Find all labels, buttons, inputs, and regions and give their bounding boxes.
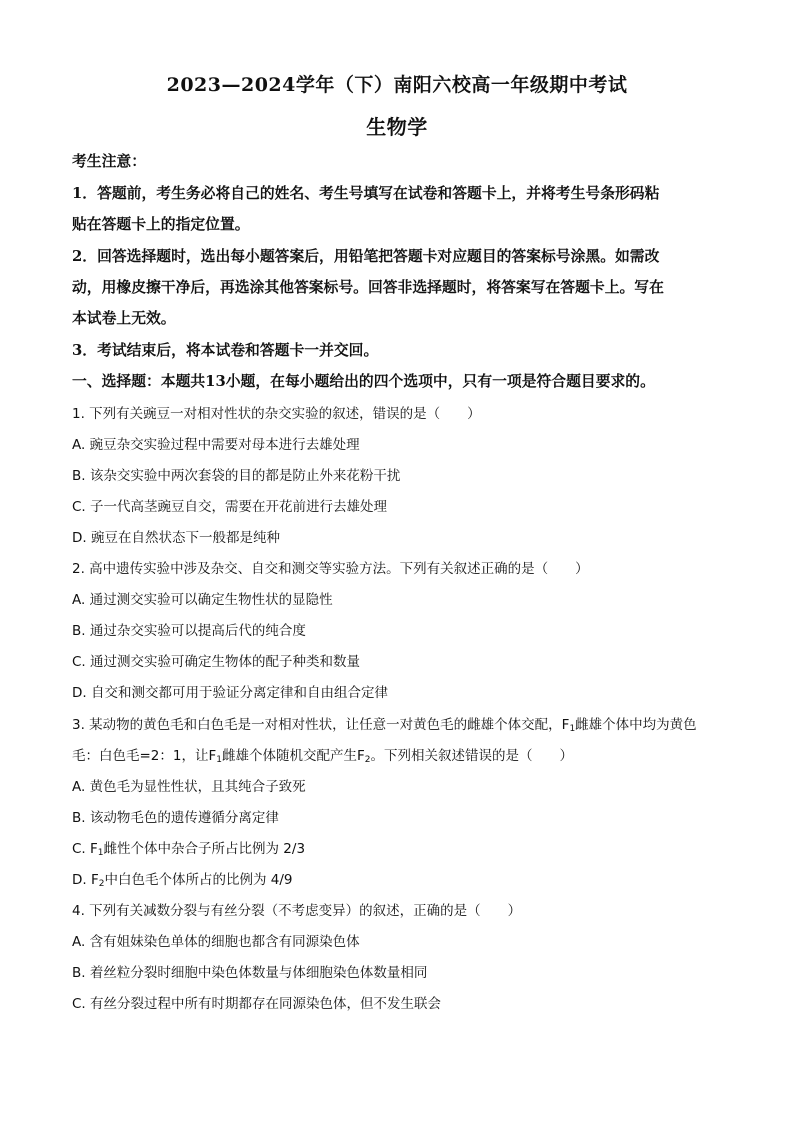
question-4-stem: 4. 下列有关减数分裂与有丝分裂（不考虑变异）的叙述，正确的是（ ） xyxy=(72,903,522,919)
question-2-stem: 2. 高中遗传实验中涉及杂交、自交和测交等实验方法。下列有关叙述正确的是（ ） xyxy=(72,561,589,577)
question-3-option-d xyxy=(72,868,732,888)
q3-subscript-2: 1 xyxy=(216,755,222,765)
notice-item-2-line-1: 2．回答选择题时，选出每小题答案后，用铅笔把答题卡对应题目的答案标号涂黑。如需改 xyxy=(72,248,660,265)
question-4-option-a: A. 含有姐妹染色单体的细胞也都含有同源染色体 xyxy=(72,934,360,950)
question-2-option-a: A. 通过测交实验可以确定生物性状的显隐性 xyxy=(72,592,333,608)
notice-item-1-line-1: 1．答题前，考生务必将自己的姓名、考生号填写在试卷和答题卡上，并将考生号条形码粘 xyxy=(72,185,660,202)
notice-item-3: 3．考试结束后，将本试卷和答题卡一并交回。 xyxy=(72,342,379,359)
q3-stem-text-4: 雌雄个体随机交配产生F xyxy=(222,748,365,764)
question-4-option-b: B. 着丝粒分裂时细胞中染色体数量与体细胞染色体数量相同 xyxy=(72,965,428,981)
question-3-stem-line-1 xyxy=(72,713,732,733)
question-1-stem: 1. 下列有关豌豆一对相对性状的杂交实验的叙述，错误的是（ ） xyxy=(72,406,481,422)
subject-title: 生物学 xyxy=(366,115,428,139)
notice-heading: 考生注意： xyxy=(72,153,146,170)
q3-option-d-text: 中白色毛个体所占的比例为 4/9 xyxy=(104,872,293,888)
question-4-option-c: C. 有丝分裂过程中所有时期都存在同源染色体，但不发生联会 xyxy=(72,996,442,1012)
question-2-option-d: D. 自交和测交都可用于验证分离定律和自由组合定律 xyxy=(72,685,388,701)
notice-item-2-line-3: 本试卷上无效。 xyxy=(72,310,176,327)
question-1-option-b: B. 该杂交实验中两次套袋的目的都是防止外来花粉干扰 xyxy=(72,468,401,484)
q3-subscript-3: 2 xyxy=(364,755,371,765)
question-1-option-d: D. 豌豆在自然状态下一般都是纯种 xyxy=(72,530,280,546)
q3-option-c-text: 雌性个体中杂合子所占比例为 2/3 xyxy=(103,841,306,857)
q3-stem-text-1: 3. 某动物的黄色毛和白色毛是一对相对性状，让任意一对黄色毛的雌雄个体交配，F xyxy=(72,717,570,733)
q3-stem-text-5: 。下列相关叙述错误的是（ ） xyxy=(370,748,573,764)
question-3-option-a: A. 黄色毛为显性性状，且其纯合子致死 xyxy=(72,779,306,795)
q3-subscript-1: 1 xyxy=(569,724,576,734)
question-3-stem-line-2 xyxy=(72,744,732,764)
exam-title: 2023—2024学年（下）南阳六校高一年级期中考试 xyxy=(166,74,628,96)
section-heading: 一、选择题：本题共13小题，在每小题给出的四个选项中，只有一项是符合题目要求的。 xyxy=(72,373,655,390)
question-1-option-c: C. 子一代高茎豌豆自交，需要在开花前进行去雄处理 xyxy=(72,499,388,515)
q3-stem-text-2: 雌雄个体中均为黄色 xyxy=(575,717,697,733)
q3-option-c-prefix: C. F xyxy=(72,841,98,857)
question-2-option-c: C. 通过测交实验可确定生物体的配子种类和数量 xyxy=(72,654,361,670)
q3-option-d-subscript: 2 xyxy=(98,879,105,889)
q3-option-c-subscript: 1 xyxy=(97,848,104,858)
q3-option-d-prefix: D. F xyxy=(72,872,99,888)
question-3-option-b: B. 该动物毛色的遗传遵循分离定律 xyxy=(72,810,279,826)
q3-stem-text-3: 毛：白色毛=2：1，让F xyxy=(72,748,217,764)
question-3-option-c xyxy=(72,837,732,857)
question-2-option-b: B. 通过杂交实验可以提高后代的纯合度 xyxy=(72,623,306,639)
notice-item-1-line-2: 贴在答题卡上的指定位置。 xyxy=(72,216,250,233)
question-1-option-a: A. 豌豆杂交实验过程中需要对母本进行去雄处理 xyxy=(72,437,360,453)
notice-item-2-line-2: 动，用橡皮擦干净后，再选涂其他答案标号。回答非选择题时，将答案写在答题卡上。写在 xyxy=(72,279,664,296)
